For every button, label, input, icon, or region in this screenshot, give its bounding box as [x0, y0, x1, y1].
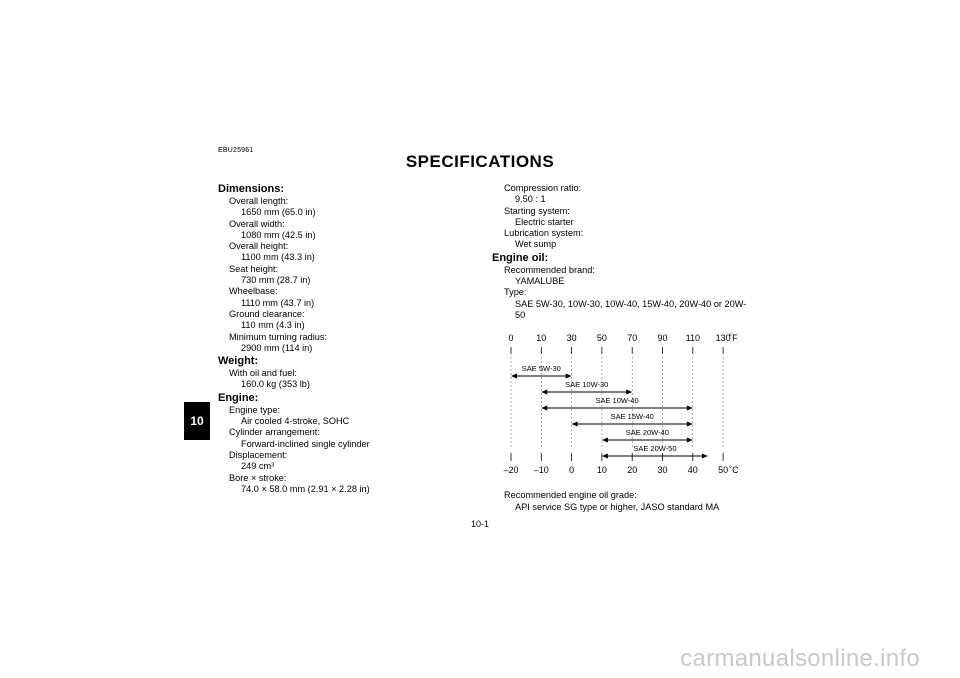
- spec-label: Overall length:: [229, 196, 289, 206]
- spec-value: 249 cm³: [241, 461, 275, 472]
- spec-value: 110 mm (4.3 in): [241, 320, 305, 331]
- chart-layer: [503, 333, 739, 475]
- section-dimensions: [218, 183, 468, 354]
- range-arrow-right: [687, 438, 693, 443]
- oil-grade-label: Recommended engine oil grade:: [504, 490, 637, 501]
- celsius-tick-label: –10: [533, 465, 549, 475]
- spec-value: 730 mm (28.7 in): [241, 275, 311, 286]
- spec-label: Seat height:: [229, 263, 279, 274]
- spec-label: With oil and fuel:: [229, 368, 297, 379]
- range-arrow-right: [626, 390, 632, 395]
- fahrenheit-tick-label: 30: [566, 333, 577, 343]
- fahrenheit-tick-label: 70: [627, 333, 638, 343]
- spec-value: SAE 5W-30, 10W-30, 10W-40, 15W-40, 20W-40 or 20W-50: [515, 298, 747, 320]
- spec-label: Ground clearance:: [229, 308, 305, 319]
- spec-value: 2900 mm (114 in): [241, 342, 313, 353]
- chapter-tab-label: 10: [190, 414, 204, 428]
- fahrenheit-tick-label: 130: [715, 333, 731, 343]
- range-arrow-left: [541, 390, 547, 395]
- left-column: [218, 182, 468, 495]
- watermark: carmanualsonline.info: [680, 645, 920, 672]
- range-arrow-left: [602, 438, 608, 443]
- celsius-tick-label: 10: [596, 465, 607, 475]
- spec-value: Forward-inclined single cylinder: [241, 438, 370, 449]
- series-label: SAE 10W-40: [595, 396, 639, 405]
- spec-value: YAMALUBE: [515, 276, 565, 287]
- section-heading: Weight:: [218, 355, 259, 368]
- spec-value: 1080 mm (42.5 in): [241, 229, 316, 240]
- celsius-tick-label: 50: [718, 465, 729, 475]
- celsius-tick-label: 30: [657, 465, 668, 475]
- series-label: SAE 5W-30: [521, 364, 561, 373]
- range-arrow-right: [702, 454, 708, 459]
- fahrenheit-tick-label: 10: [536, 333, 547, 343]
- series-label: SAE 20W-40: [625, 428, 669, 437]
- fahrenheit-tick-label: 50: [596, 333, 607, 343]
- celsius-tick-label: 0: [569, 465, 575, 475]
- spec-value: Electric starter: [515, 216, 574, 227]
- range-arrow-left: [572, 422, 578, 427]
- range-arrow-left: [602, 454, 608, 459]
- range-arrow-right: [687, 422, 693, 427]
- chapter-tab: [184, 402, 210, 440]
- page-number: 10-1: [470, 519, 489, 529]
- spec-value: 1110 mm (43.7 in): [241, 297, 315, 308]
- range-arrow-left: [511, 374, 517, 379]
- section-weight: [218, 355, 468, 391]
- spec-label: Starting system:: [504, 205, 570, 216]
- spec-value: 1650 mm (65.0 in): [241, 207, 316, 218]
- range-arrow-left: [541, 406, 547, 411]
- spec-value: 160.0 kg (353 lb): [241, 379, 310, 390]
- series-label: SAE 10W-30: [565, 380, 609, 389]
- spec-label: Minimum turning radius:: [229, 331, 328, 342]
- spec-value: Wet sump: [515, 239, 557, 250]
- spec-label: Type:: [504, 287, 527, 298]
- spec-label: Engine type:: [229, 404, 281, 415]
- fahrenheit-tick-label: 0: [508, 333, 514, 343]
- fahrenheit-tick-label: 110: [685, 333, 700, 343]
- celsius-tick-label: 40: [687, 465, 698, 475]
- fahrenheit-unit: ˚F: [729, 333, 738, 343]
- celsius-tick-label: –20: [503, 465, 519, 475]
- spec-label: Cylinder arrangement:: [229, 427, 320, 438]
- spec-value: 9.50 : 1: [515, 194, 546, 205]
- spec-value: 1100 mm (43.3 in): [241, 252, 315, 263]
- spec-value: 74.0 × 58.0 mm (2.91 × 2.28 in): [241, 483, 370, 494]
- celsius-tick-label: 20: [627, 465, 638, 475]
- section-heading: Dimensions:: [218, 183, 285, 195]
- section-heading: Engine oil:: [492, 251, 549, 264]
- range-arrow-right: [566, 374, 572, 379]
- spec-label: Wheelbase:: [229, 286, 278, 297]
- section-heading: Engine:: [218, 391, 259, 404]
- oil-grade-value: API service SG type or higher, JASO standard MA: [515, 501, 720, 512]
- section-engine: [218, 392, 468, 495]
- spec-label: Recommended brand:: [504, 264, 595, 275]
- fahrenheit-tick-label: 90: [657, 333, 668, 343]
- spec-label: Bore × stroke:: [229, 472, 287, 483]
- oil-viscosity-chart: [480, 330, 760, 480]
- spec-value: Air cooled 4-stroke, SOHC: [241, 416, 350, 427]
- range-arrow-right: [687, 406, 693, 411]
- celsius-unit: ˚C: [729, 465, 739, 475]
- spec-label: Overall width:: [229, 218, 285, 229]
- document-code: EBU25961: [218, 147, 254, 154]
- spec-label: Overall height:: [229, 241, 289, 252]
- spec-label: Displacement:: [229, 449, 288, 460]
- spec-label: Lubrication system:: [504, 228, 584, 239]
- series-label: SAE 20W-50: [633, 444, 677, 453]
- page-title: SPECIFICATIONS: [405, 152, 555, 171]
- series-label: SAE 15W-40: [610, 412, 654, 421]
- spec-label: Compression ratio:: [504, 183, 582, 193]
